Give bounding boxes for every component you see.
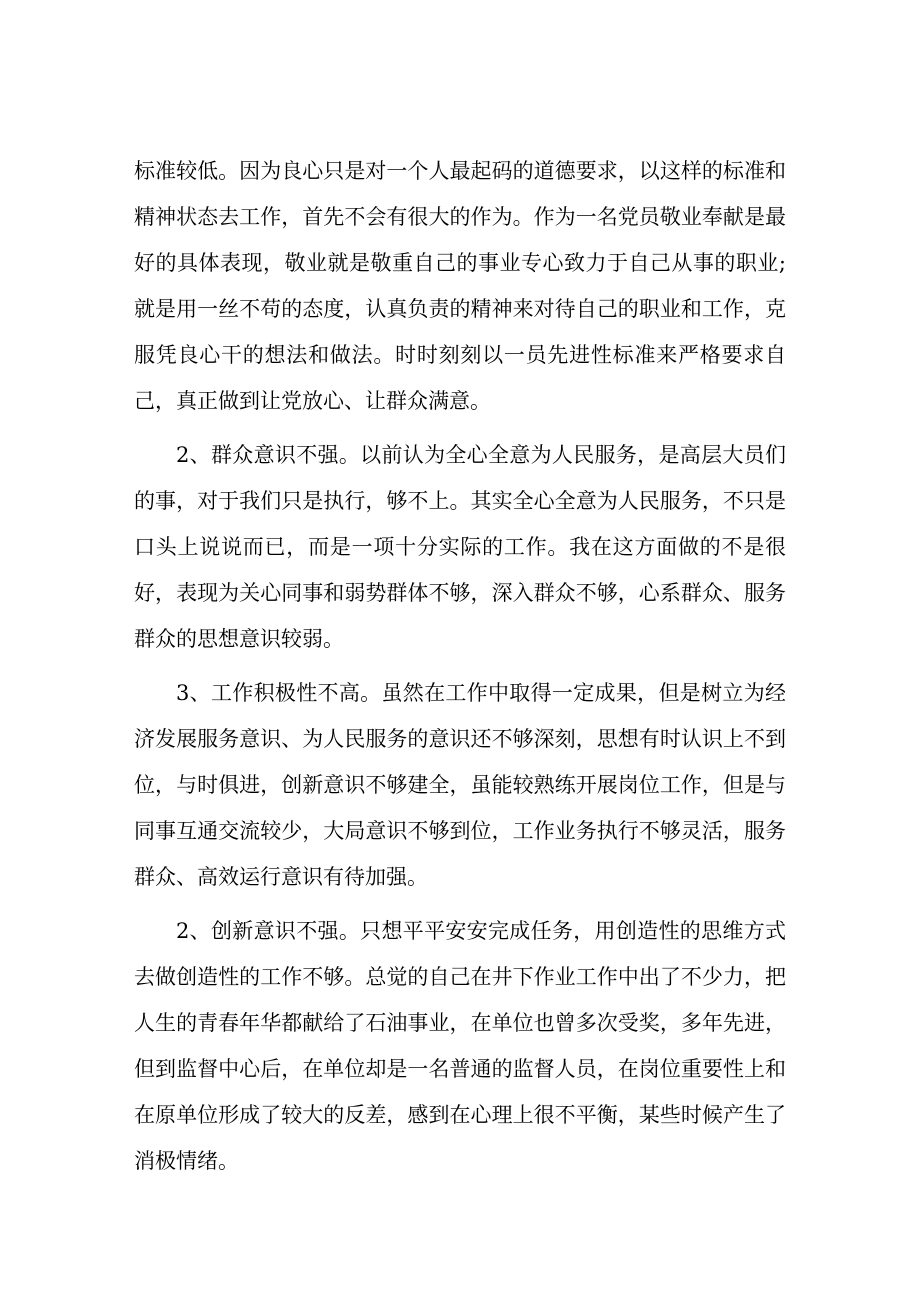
document-page (134, 148, 786, 1192)
paragraph-work-enthusiasm: 3、工作积极性不高。虽然在工作中取得一定成果，但是树立为经济发展服务意识、为人民服务的意识还不够深刻，思想有时认识上不到位，与时俱进，创新意识不够建全，虽能较熟练开展岗位工作，但是与同事互通交流较少，大局意识不够到位，工作业务执行不够灵活，服务群众、高效运行意识有待加强。 (134, 681, 786, 889)
paragraph-mass-awareness: 2、群众意识不强。以前认为全心全意为人民服务，是高层大员们的事，对于我们只是执行，够不上。其实全心全意为人民服务，不只是口头上说说而已，而是一项十分实际的工作。我在这方面做的不是很好，表现为关心同事和弱势群体不够，深入群众不够，心系群众、服务群众的思想意识较弱。 (134, 443, 786, 651)
paragraph-continuation: 标准较低。因为良心只是对一个人最起码的道德要求，以这样的标准和精神状态去工作，首先不会有很大的作为。作为一名党员敬业奉献是最好的具体表现，敬业就是敬重自己的事业专心致力于自己从事的职业;就是用一丝不苟的态度，认真负责的精神来对待自己的职业和工作，克服凭良心干的想法和做法。时时刻刻以一员先进性标准来严格要求自己，真正做到让党放心、让群众满意。 (134, 159, 786, 413)
paragraph-innovation-awareness: 2、创新意识不强。只想平平安安完成任务，用创造性的思维方式去做创造性的工作不够。总觉的自己在井下作业工作中出了不少力，把人生的青春年华都献给了石油事业，在单位也曾多次受奖，多年先进，但到监督中心后，在单位却是一名普通的监督人员，在岗位重要性上和在原单位形成了较大的反差，感到在心理上很不平衡，某些时候产生了消极情绪。 (134, 919, 786, 1173)
